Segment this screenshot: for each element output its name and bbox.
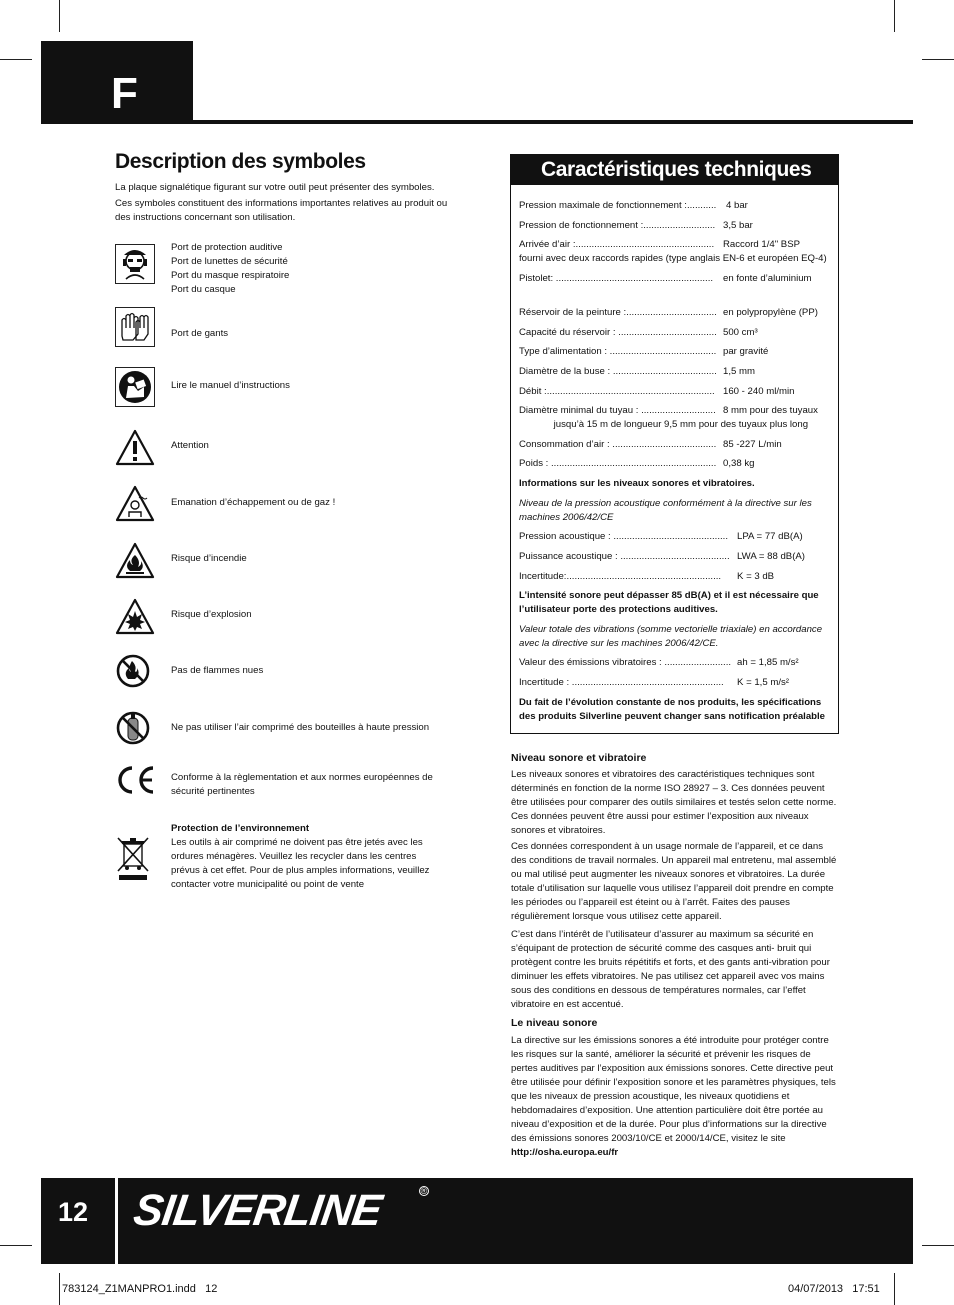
symbol-description: Risque d’incendie — [171, 553, 247, 564]
crop-mark — [59, 0, 60, 32]
noise-heading: Informations sur les niveaux sonores et vibratoires. — [519, 478, 755, 489]
gloves-icon — [115, 307, 155, 347]
spec-label: Incertitude : ......................................................... — [519, 677, 724, 688]
symbol-description: Risque d’explosion — [171, 609, 252, 620]
ppe-icon — [115, 244, 155, 284]
vibration-row — [519, 676, 835, 690]
no-cylinder-icon — [115, 708, 155, 748]
symbol-line: Port du casque — [171, 284, 236, 295]
symbol-line: Port de protection auditive — [171, 242, 283, 253]
symbol-description — [171, 241, 441, 297]
ce-mark-icon — [115, 763, 155, 803]
crop-mark — [59, 1273, 60, 1305]
noise-row — [519, 530, 835, 544]
symbol-description: Port de gants — [171, 328, 229, 339]
spec-value: LPA = 77 dB(A) — [737, 531, 803, 542]
spec-value: 160 - 240 ml/min — [723, 386, 795, 397]
spec-value: K = 3 dB — [737, 571, 775, 582]
weee-icon — [115, 835, 155, 885]
osha-link[interactable]: http://osha.europa.eu/fr — [511, 1147, 619, 1158]
noise-row — [519, 570, 835, 584]
spec-row — [519, 345, 835, 359]
specifications-header — [511, 155, 838, 185]
spec-label: Diamètre minimal du tuyau : ............................ — [519, 405, 716, 416]
noise-row — [519, 550, 835, 564]
spec-label: fourni avec deux raccords rapides (type anglais EN-6 et européen EQ-4) — [519, 253, 827, 264]
symbol-description: Emanation d’échappement ou de gaz ! — [171, 497, 336, 508]
vibration-row — [519, 656, 835, 670]
paragraph: Les niveaux sonores et vibratoires des caractéristiques techniques sont déterminés en fonction de la norme ISO 28927 – 3. Ces données peuvent être utilisées pour comparer des outils similaires et testés selon cette norme. Ces données peuvent être aussi pour estimer l’exposition aux niveaux sonores et vibratoires. — [511, 769, 837, 836]
spec-row — [519, 418, 835, 432]
symbols-intro: Ces symboles constituent des informations importantes relatives au produit ou des instructions concernant son utilisation. — [115, 198, 448, 223]
specifications-title: Caractéristiques techniques — [541, 158, 812, 181]
crop-mark — [894, 0, 895, 32]
fire-icon — [115, 541, 155, 581]
manual-icon — [115, 367, 155, 407]
spec-label: Pistolet: ........................................................... — [519, 273, 714, 284]
spec-row — [519, 272, 835, 286]
spec-label: Valeur des émissions vibratoires : ......................... — [519, 657, 732, 668]
spec-row — [519, 385, 835, 399]
symbols-title: Description des symboles — [115, 150, 366, 173]
symbol-line: Port du masque respiratoire — [171, 270, 290, 281]
spec-label: Diamètre de la buse : ....................................... — [519, 366, 717, 377]
spec-label: Consommation d’air : ....................................... — [519, 439, 717, 450]
spec-row — [519, 306, 835, 320]
spec-disclaimer: Du fait de l’évolution constante de nos produits, les spécifications des produits Silverline peuvent changer sans notification préalable — [519, 697, 826, 722]
warning-icon — [115, 428, 155, 468]
noise-warning: L’intensité sonore peut dépasser 85 dB(A) et il est nécessaire que l’utilisateur porte des protections auditives. — [519, 590, 819, 615]
spec-row — [519, 252, 835, 266]
no-flames-icon — [115, 652, 155, 692]
spec-label: Incertitude:.......................................................... — [519, 571, 722, 582]
slug-filename: 783124_Z1MANPRO1.indd 12 — [62, 1283, 218, 1295]
spec-value: 4 bar — [726, 200, 748, 211]
language-letter: F — [111, 69, 138, 118]
symbol-description: Ne pas utiliser l’air comprimé des bouteilles à haute pression — [171, 722, 430, 733]
footer-divider — [115, 1178, 118, 1264]
spec-value: ah = 1,85 m/s² — [737, 657, 799, 668]
registered-mark: ® — [420, 1186, 428, 1196]
spec-label: Arrivée d’air :.................................................... — [519, 239, 715, 250]
spec-value: 85 -227 L/min — [723, 439, 782, 450]
spec-label: Poids : .............................................................. — [519, 458, 717, 469]
spec-value: K = 1,5 m/s² — [737, 677, 789, 688]
spec-value: 3,5 bar — [723, 220, 753, 231]
header-rule — [41, 120, 913, 124]
crop-mark — [894, 1273, 895, 1305]
spec-row — [519, 219, 835, 233]
spec-value: en fonte d’aluminium — [723, 273, 812, 284]
spec-value: par gravité — [723, 346, 769, 357]
spec-row — [519, 404, 835, 418]
crop-mark — [0, 59, 32, 60]
explosion-icon — [115, 597, 155, 637]
symbol-description: Conforme à la règlementation et aux normes européennes de sécurité pertinentes — [171, 772, 433, 797]
brand-logo: SILVERLINE — [130, 1186, 385, 1235]
section-heading: Niveau sonore et vibratoire — [511, 752, 647, 764]
paragraph-text: La directive sur les émissions sonores a été introduite pour protéger contre les risques sur la santé, améliorer la sécurité et prévenir les risques de pertes auditives par l’exposition aux émissions sonores. Cette directive peut être utilisée pour définir l’exposition sonore et les paramètres physiques, tels que les niveaux de pression acoustique, les niveaux quotidiens et hebdomadaires d’exposition. Une attention particulière doit être portée au niveau d’exposition et de la durée. Pour plus d’informations sur la directive des émissions sonores 2003/10/CE et 2000/14/CE, visitez le site — [511, 1035, 836, 1144]
spec-label: Débit :............................................................... — [519, 386, 715, 397]
symbol-description: Pas de flammes nues — [171, 665, 264, 676]
spec-value: 8 mm pour des tuyaux — [723, 405, 818, 416]
spec-value: Raccord 1/4" BSP — [723, 239, 800, 250]
spec-label: Puissance acoustique : ......................................... — [519, 551, 730, 562]
crop-mark — [922, 1245, 954, 1246]
spec-label: Capacité du réservoir : ..................................... — [519, 327, 717, 338]
page-number: 12 — [58, 1197, 89, 1227]
spec-row — [519, 199, 835, 213]
spec-label: Type d’alimentation : ........................................ — [519, 346, 717, 357]
spec-row — [519, 326, 835, 340]
symbol-line: Port de lunettes de sécurité — [171, 256, 288, 267]
symbol-body: Les outils à air comprimé ne doivent pas être jetés avec les ordures ménagères. Veuillez les recycler dans les centres prévus à cet effet. Pour de plus amples informations, veuillez contacter votre municipalité ou point de vente — [171, 837, 430, 890]
symbol-description — [171, 822, 441, 892]
symbols-intro: La plaque signalétique figurant sur votre outil peut présenter des symboles. — [115, 182, 435, 193]
spec-label: jusqu’à 15 m de longueur 9,5 mm pour des tuyaux plus long — [519, 419, 809, 430]
spec-value: 0,38 kg — [723, 458, 755, 469]
crop-mark — [0, 1245, 32, 1246]
symbol-description: Lire le manuel d’instructions — [171, 380, 290, 391]
spec-row — [519, 457, 835, 471]
vibration-note: Valeur totale des vibrations (somme vectorielle triaxiale) en accordance avec la directive sur les machines 2006/42/CE. — [519, 624, 823, 649]
noise-note: Niveau de la pression acoustique conformément à la directive sur les machines 2006/42/CE — [519, 498, 812, 523]
spec-label: Pression acoustique : ........................................... — [519, 531, 729, 542]
spec-row — [519, 438, 835, 452]
crop-mark — [922, 59, 954, 60]
specifications-box — [510, 154, 839, 734]
slug-date: 04/07/2013 17:51 — [788, 1283, 880, 1295]
symbol-description: Attention — [171, 440, 209, 451]
spec-label: Pression de fonctionnement :........................... — [519, 220, 716, 231]
spec-label: Pression maximale de fonctionnement :........... — [519, 200, 717, 211]
paragraph — [511, 1034, 839, 1160]
symbol-title: Protection de l’environnement — [171, 823, 310, 834]
spec-label: Réservoir de la peinture :.................................. — [519, 307, 717, 318]
spec-value: 1,5 mm — [723, 366, 755, 377]
paragraph: C’est dans l’intérêt de l’utilisateur d’assurer au maximum sa sécurité en s’équipant de protection de sécurité comme des casques anti- bruit qui protègent contre les bruits répétitifs et forts, et des gants anti-vibration pour diminuer les effets vibratoires. Ne pas utilisez cet appareil avec vos mains sous des conditions en dessous de températures normales, car l’effet vibratoire en est accentué. — [511, 929, 830, 1010]
spec-row — [519, 365, 835, 379]
fumes-icon — [115, 484, 155, 524]
spec-row — [519, 238, 835, 252]
spec-value: LWA = 88 dB(A) — [737, 551, 805, 562]
spec-value: 500 cm³ — [723, 327, 758, 338]
language-tab — [41, 41, 193, 123]
section-heading: Le niveau sonore — [511, 1017, 598, 1029]
spec-value: en polypropylène (PP) — [723, 307, 818, 318]
paragraph: Ces données correspondent à un usage normale de l’appareil, et ce dans des conditions de travail normales. Un appareil mal entretenu, mal assemblé ou mal utilisé peut augmenter les niveaux sonores et vibratoires. La durée totale d’utilisation sur laquelle vous utilisez l’appareil doit prendre en compte les périodes ou l’appareil est éteint ou à l’arrêt. Faites des pauses régulièrement lorsque vous utilisez cette appareil. — [511, 841, 837, 922]
